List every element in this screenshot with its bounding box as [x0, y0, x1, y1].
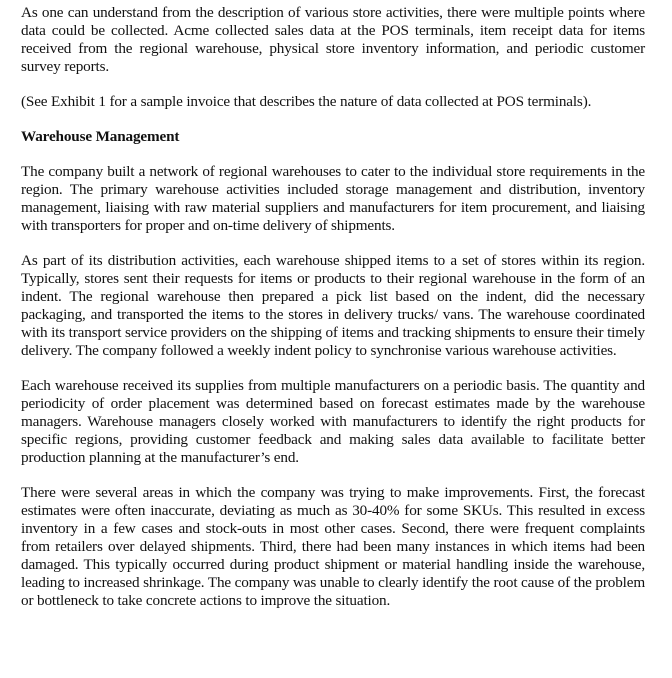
intro-paragraph: As one can understand from the description of various store activities, there were multiple points where data could be collected. Acme collected sales data at the POS terminals, item receipt data for items received from the regional warehouse, physical store inventory information, and periodic customer survey reports. — [21, 4, 645, 75]
paragraph-warehouse-network: The company built a network of regional warehouses to cater to the individual store requirements in the region. The primary warehouse activities included storage management and distribution, inventory management, liaising with raw material suppliers and manufacturers for item procurement, and liaising with transporters for proper and on-time delivery of shipments. — [21, 163, 645, 234]
paragraph-improvements: There were several areas in which the company was trying to make improvements. First, the forecast estimates were often inaccurate, deviating as much as 30-40% for some SKUs. This resulted in excess inventory in a few cases and stock-outs in most other cases. Second, there were frequent complaints from retailers over delayed shipments. Third, there had been many instances in which items had been damaged. This typically occurred during product shipment or material handling inside the warehouse, leading to increased shrinkage. The company was unable to clearly identify the root cause of the problem or bottleneck to take concrete actions to improve the situation. — [21, 484, 645, 609]
exhibit-note: (See Exhibit 1 for a sample invoice that describes the nature of data collected at POS terminals). — [21, 93, 592, 110]
section-heading: Warehouse Management — [21, 128, 180, 145]
paragraph-supplies: Each warehouse received its supplies from multiple manufacturers on a periodic basis. The quantity and periodicity of order placement was determined based on forecast estimates made by the warehouse managers. Warehouse managers closely worked with manufacturers to identify the right products for specific regions, providing customer feedback and making sales data available to facilitate better production planning at the manufacturer’s end. — [21, 377, 645, 466]
paragraph-distribution-activities: As part of its distribution activities, each warehouse shipped items to a set of stores within its region. Typically, stores sent their requests for items or products to their regional warehouse in the form of an indent. The regional warehouse then prepared a pick list based on the indent, did the necessary packaging, and transported the items to the stores in delivery trucks/ vans. The warehouse coordinated with its transport service providers on the shipping of items and tracking shipments to ensure their timely delivery. The company followed a weekly indent policy to synchronise various warehouse activities. — [21, 252, 645, 359]
